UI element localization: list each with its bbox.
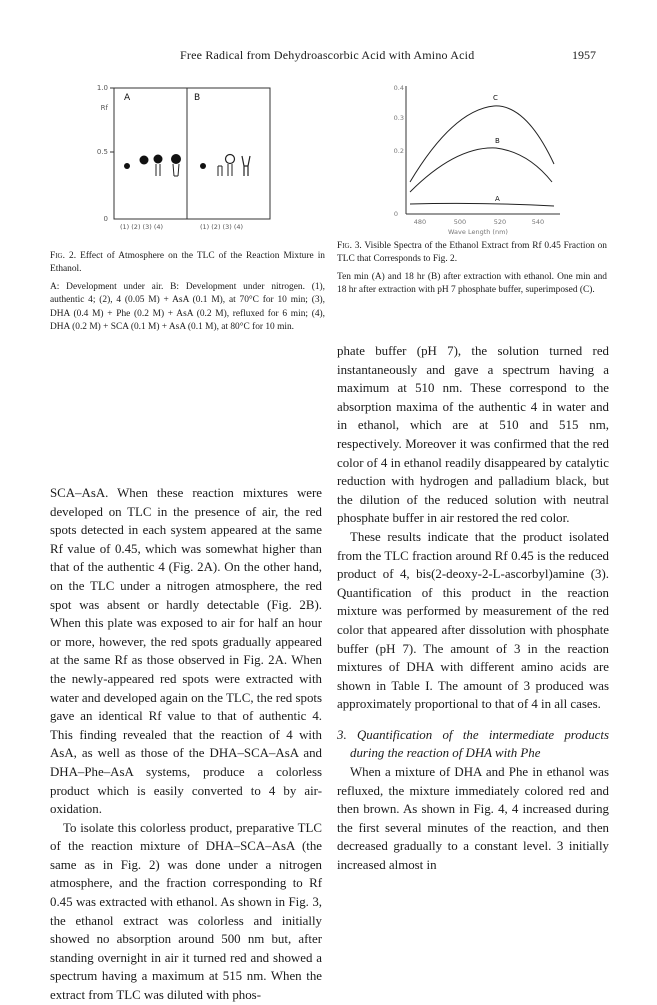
- lane-labels-b: (1) (2) (3) (4): [200, 223, 244, 230]
- fig3-ytick-02: 0.2: [393, 147, 404, 155]
- fig3-ytick-0: 0: [393, 210, 398, 218]
- panel-b-label: B: [194, 93, 201, 103]
- left-paragraph-2: To isolate this colorless product, preparative TLC of the reaction mixture of DHA–SCA–AsA (the same as in Fig. 2) was done under a nitrogen atmosphere, and the fraction corresponding to Rf 0.45 was extracted with ethanol. As shown in Fig. 3, the ethanol extract was colorless and initially showed no absorption around 500 nm but, after standing overnight in air it turned red and showed a spectrum having a maximum at 515 nm. When the extract from TLC was diluted with phos-: [50, 820, 322, 1003]
- right-paragraph-2: These results indicate that the product isolated from the TLC fraction around Rf 0.45 is the reduced product of 4, bis(2-deoxy-2-L-ascorbyl)amine (3). Quantification of this product in the reaction mixture was performed by measurement of the red color that appeared after dissolution with phosphate buffer (pH 7). The amount of 3 in the reaction mixtures of DHA with different amino acids are shown in Table I. The amount of 3 produced was approximately proportional to that of 4 in all cases.: [337, 529, 609, 712]
- curve-a: [410, 203, 554, 206]
- fig2-ytick-05: 0.5: [96, 148, 108, 156]
- figure-3-caption: [337, 240, 607, 298]
- fig3-caption-title: Visible Spectra of the Ethanol Extract from Rf 0.45 Fraction on TLC that Corresponds to Fig. 2.: [337, 241, 607, 265]
- fig2-ytick-1: 1.0: [96, 84, 108, 92]
- spot-a1: [124, 163, 130, 169]
- fig3-caption-label: Fig. 3.: [337, 241, 362, 251]
- figure-2-tlc: [90, 80, 290, 230]
- fig3-caption-body: Ten min (A) and 18 hr (B) after extraction with ethanol. One min and 18 hr after extraction with pH 7 phosphate buffer, superimposed (C).: [337, 271, 607, 296]
- spot-a3: [154, 155, 163, 164]
- fig2-caption-body: A: Development under air. B: Development under nitrogen. (1), authentic 4; (2), 4 (0.05 M) + AsA (0.1 M), at 70°C for 10 min; (3), DHA (0.4 M) + Phe (0.2 M) + AsA (0.2 M), refluxed for 6 min; (4), DHA (0.2 M) + SCA (0.1 M) + AsA (0.1 M), at 80°C for 10 min.: [50, 281, 325, 333]
- fig2-caption-label: Fig. 2.: [50, 251, 77, 261]
- spot-b3: [228, 164, 232, 176]
- fig3-ytick-04: 0.4: [393, 84, 404, 92]
- figure-2-caption: [50, 250, 325, 334]
- curve-b: [410, 148, 552, 192]
- fig3-xtick-540: 540: [531, 218, 545, 226]
- section-heading: 3. Quantification of the intermediate products during the reaction of DHA with Phe: [337, 727, 609, 761]
- curve-label-c: C: [493, 94, 498, 102]
- curve-label-b: B: [495, 137, 500, 145]
- fig2-caption-title: Effect of Atmosphere on the TLC of the Reaction Mixture in Ethanol.: [50, 251, 325, 275]
- spot-b2: [218, 166, 222, 176]
- panel-a-label: A: [124, 93, 131, 103]
- fig2-ytick-0: 0: [103, 215, 108, 223]
- curve-c: [410, 106, 554, 182]
- spot-a4: [171, 154, 181, 164]
- fig2-ytick-rf: Rf: [100, 104, 108, 112]
- fig3-xtick-500: 500: [453, 218, 467, 226]
- fig3-xlabel: Wave Length (nm): [448, 228, 508, 236]
- page-number: 1957: [572, 48, 596, 62]
- fig3-xtick-480: 480: [413, 218, 427, 226]
- spot-a2: [140, 156, 149, 165]
- running-head: Free Radical from Dehydroascorbic Acid with Amino Acid: [180, 48, 475, 62]
- right-column: [337, 342, 609, 875]
- left-paragraph-1: SCA–AsA. When these reaction mixtures were developed on TLC in the presence of air, the red spots detected in each system appeared at the same Rf value of 0.45, which was somewhat higher than that of the authentic 4 (Fig. 2A). On the other hand, on the TLC under a nitrogen atmosphere, the red spot was absent or hardly detectable (Fig. 2B). When this plate was exposed to air for half an hour or more, however, the red spots gradually appeared at the same Rf as those observed in Fig. 2A. When the newly-appeared red spots were extracted with water and developed again on the TLC, the red spots gave an identical Rf value to that of authentic 4. This finding revealed that the reaction of 4 with AsA, as well as those of the DHA–SCA–AsA and DHA–Phe–AsA systems, produce a colorless product which is easily converted to 4 by air-oxidation.: [50, 486, 322, 817]
- lane-labels-a: (1) (2) (3) (4): [120, 223, 164, 230]
- curve-label-a: A: [495, 195, 500, 203]
- fig3-ytick-03: 0.3: [393, 114, 404, 122]
- figure-3-spectra: [378, 80, 574, 240]
- tlc-plate-frame: [114, 88, 270, 219]
- right-paragraph-1: phate buffer (pH 7), the solution turned red instantaneously and gave a spectrum having a maximum at 510 nm. These correspond to the absorption maxima of the authentic 4 in water and in ethanol, which are at 510 and 515 nm, respectively. Moreover it was confirmed that the red color of 4 in ethanol readily disappeared by catalytic reduction with hydrogen and palladium black, but the dilution of the reduced solution with neutral phosphate buffer in air restored the red color.: [337, 344, 609, 526]
- left-column: [50, 484, 322, 1005]
- spot-b4: [242, 156, 250, 176]
- spot-b1: [200, 163, 206, 169]
- fig3-xtick-520: 520: [493, 218, 507, 226]
- right-paragraph-3: When a mixture of DHA and Phe in ethanol was refluxed, the mixture immediately colored red and then brown. As shown in Fig. 4, 4 increased during the first several minutes of the reaction, and then decreased gradually to a constant level. 3 initially increased almost in: [337, 765, 609, 873]
